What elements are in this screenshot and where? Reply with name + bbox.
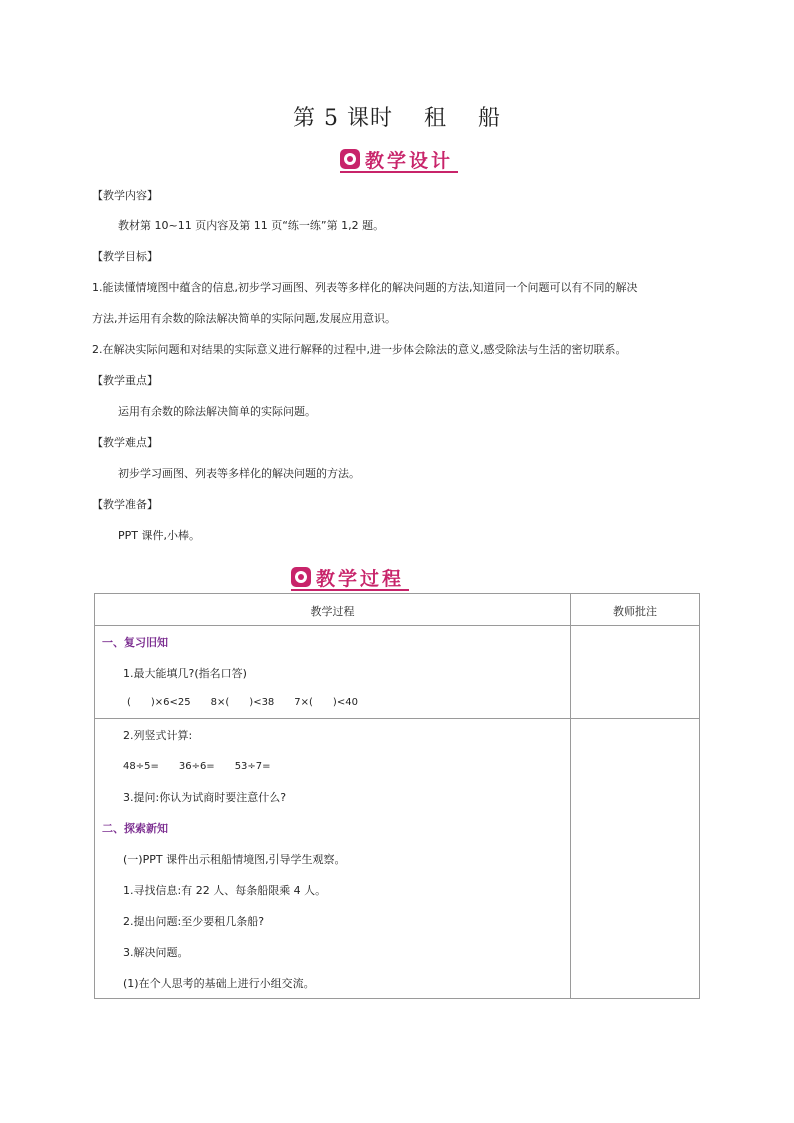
content-text: 教材第 10~11 页内容及第 11 页“练一练”第 1,2 题。 xyxy=(118,219,385,232)
banner-underline xyxy=(340,171,458,173)
difficulty-heading: 【教学难点】 xyxy=(92,436,158,449)
goal-2: 2.在解决实际问题和对结果的实际意义进行解释的过程中,进一步体会除法的意义,感受除法与生活的密切联系。 xyxy=(92,343,627,356)
goal-1-line-1: 1.能读懂情境图中蕴含的信息,初步学习画图、列表等多样化的解决问题的方法,知道同一个问题可以有不同的解决 xyxy=(92,281,638,294)
banner-underline xyxy=(291,589,409,591)
content-heading: 【教学内容】 xyxy=(92,189,158,202)
explore-step-observe: (一)PPT 课件出示租船情境图,引导学生观察。 xyxy=(123,853,346,866)
review-question-1: 1.最大能填几?(指名口答) xyxy=(123,667,247,680)
teaching-process-table xyxy=(94,593,700,999)
review-question-2: 2.列竖式计算: xyxy=(123,729,193,742)
review-question-1-items: ( )×6<25 8×( )<38 7×( )<40 xyxy=(127,697,358,708)
explore-step-find-info: 1.寻找信息:有 22 人、每条船限乘 4 人。 xyxy=(123,884,327,897)
prep-heading: 【教学准备】 xyxy=(92,498,158,511)
column-divider xyxy=(570,594,571,998)
header-divider xyxy=(95,625,699,626)
banner-label: 教学过程 xyxy=(316,567,405,590)
key-heading: 【教学重点】 xyxy=(92,374,158,387)
column-header-notes: 教师批注 xyxy=(613,605,657,618)
section-explore: 二、探索新知 xyxy=(102,822,168,835)
difficulty-text: 初步学习画图、列表等多样化的解决问题的方法。 xyxy=(118,467,360,480)
goals-heading: 【教学目标】 xyxy=(92,250,158,263)
flower-logo-icon xyxy=(340,149,360,169)
page-title: 第 5 课时 租 船 xyxy=(293,106,501,131)
key-text: 运用有余数的除法解决简单的实际问题。 xyxy=(118,405,316,418)
goal-1-line-2: 方法,并运用有余数的除法解决简单的实际问题,发展应用意识。 xyxy=(92,312,396,325)
section-review: 一、复习旧知 xyxy=(102,636,168,649)
explore-step-solve: 3.解决问题。 xyxy=(123,946,189,959)
explore-step-discuss: (1)在个人思考的基础上进行小组交流。 xyxy=(123,977,315,990)
review-question-2-items: 48÷5= 36÷6= 53÷7= xyxy=(123,761,271,772)
review-question-3: 3.提问:你认为试商时要注意什么? xyxy=(123,791,287,804)
row-divider xyxy=(95,718,699,719)
flower-logo-icon xyxy=(291,567,311,587)
teaching-design-banner xyxy=(340,144,458,174)
banner-label: 教学设计 xyxy=(365,149,454,172)
explore-step-question: 2.提出问题:至少要租几条船? xyxy=(123,915,265,928)
column-header-process: 教学过程 xyxy=(310,605,355,618)
teaching-process-banner xyxy=(291,562,409,592)
prep-text: PPT 课件,小棒。 xyxy=(118,529,200,542)
